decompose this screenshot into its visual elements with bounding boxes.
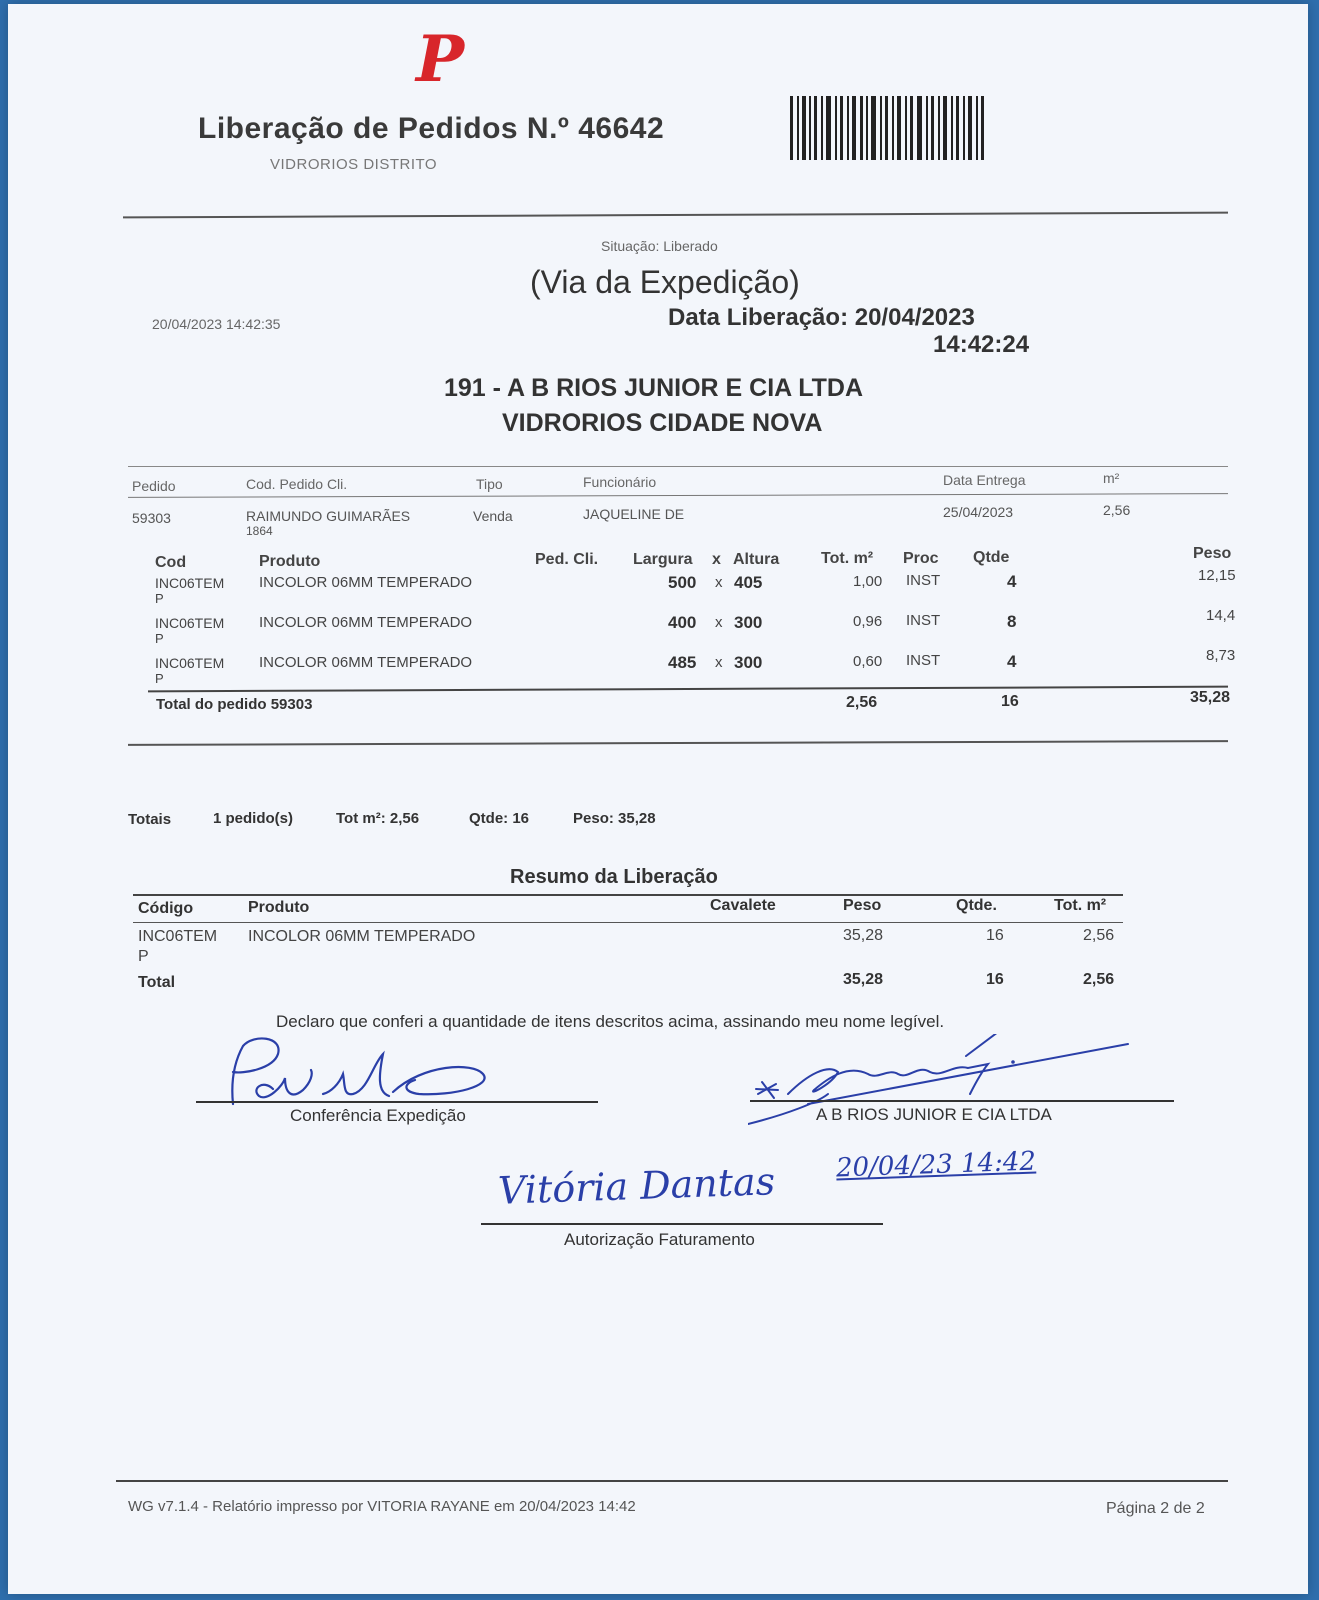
resumo-tot-m2: 2,56 (1083, 927, 1115, 944)
totais-peso: Peso: 35,28 (573, 810, 656, 827)
declaration-text: Declaro que conferi a quantidade de itens descritos acima, assinando meu nome legível. (276, 1012, 945, 1031)
totais-qtde: Qtde: 16 (469, 810, 530, 827)
order-total-qtde: 16 (1001, 693, 1019, 710)
item-produto: INCOLOR 06MM TEMPERADO (259, 614, 473, 631)
order-cliente-num: 1864 (246, 524, 273, 538)
resumo-codigo: INC06TEM (138, 928, 218, 945)
item-proc: INST (906, 612, 941, 629)
document-page (8, 4, 1308, 1594)
items-total-rule (148, 686, 1228, 693)
item-col-qtde: Qtde (973, 549, 1010, 566)
order-tipo: Venda (473, 508, 513, 524)
item-cod-suffix: P (155, 591, 164, 606)
empresa-line (750, 1100, 1174, 1102)
item-x: x (715, 614, 723, 631)
item-qtde: 8 (1007, 612, 1017, 631)
order-bottom-rule (128, 740, 1228, 746)
item-tot-m2: 0,96 (853, 613, 883, 630)
via-label: (Via da Expedição) (530, 264, 800, 300)
resumo-col-tot-m2: Tot. m² (1054, 897, 1107, 914)
item-qtde: 4 (1007, 572, 1017, 591)
barcode (790, 96, 990, 160)
company-name: 191 - A B RIOS JUNIOR E CIA LTDA (444, 374, 864, 402)
item-peso: 14,4 (1206, 607, 1236, 624)
order-data-entrega: 25/04/2023 (943, 504, 1014, 520)
order-header-rule (128, 493, 1228, 498)
col-m2: m² (1103, 470, 1120, 486)
resumo-total-label: Total (138, 974, 176, 991)
item-col-cod: Cod (155, 554, 187, 571)
order-pedido: 59303 (132, 510, 171, 526)
item-produto: INCOLOR 06MM TEMPERADO (259, 574, 473, 591)
order-total-label: Total do pedido 59303 (156, 696, 313, 713)
col-funcionario: Funcionário (583, 474, 657, 490)
item-col-peso: Peso (1193, 545, 1232, 562)
resumo-col-codigo: Código (138, 900, 194, 917)
header-divider (123, 212, 1228, 219)
item-qtde: 4 (1007, 652, 1017, 671)
resumo-codigo-suffix: P (138, 948, 149, 965)
footer-rule (116, 1480, 1228, 1482)
item-col-altura: Altura (733, 551, 780, 568)
item-x: x (715, 654, 723, 671)
resumo-col-peso: Peso (843, 897, 882, 914)
col-pedido: Pedido (132, 478, 176, 494)
resumo-total-peso: 35,28 (843, 971, 884, 988)
resumo-header-rule (133, 922, 1123, 923)
hora-liberacao: 14:42:24 (933, 331, 1030, 358)
company-branch: VIDRORIOS CIDADE NOVA (502, 409, 823, 437)
resumo-col-qtde: Qtde. (956, 897, 997, 914)
col-tipo: Tipo (476, 476, 503, 492)
resumo-col-produto: Produto (248, 899, 310, 916)
order-top-rule (128, 466, 1228, 467)
item-altura: 405 (734, 573, 763, 592)
order-m2: 2,56 (1103, 502, 1131, 518)
item-cod: INC06TEM (155, 615, 225, 631)
totais-label: Totais (128, 811, 172, 828)
resumo-total-m2: 2,56 (1083, 971, 1115, 988)
handwritten-datetime: 20/04/23 14:42 (835, 1146, 1037, 1184)
item-cod-suffix: P (155, 631, 164, 646)
item-largura: 500 (668, 573, 697, 592)
order-total-peso: 35,28 (1190, 689, 1231, 706)
item-col-x: x (712, 551, 721, 568)
item-tot-m2: 0,60 (853, 653, 883, 670)
footer-print-info: WG v7.1.4 - Relatório impresso por VITORIA RAYANE em 20/04/2023 14:42 (128, 1498, 636, 1515)
item-altura: 300 (734, 653, 763, 672)
handwritten-authorizer-name: Vitória Dantas (497, 1159, 776, 1213)
resumo-produto: INCOLOR 06MM TEMPERADO (248, 928, 476, 945)
footer-page-number: Página 2 de 2 (1106, 1500, 1205, 1517)
item-col-ped-cli: Ped. Cli. (535, 551, 599, 568)
item-x: x (715, 574, 723, 591)
resumo-title: Resumo da Liberação (510, 866, 718, 888)
order-total-m2: 2,56 (846, 694, 878, 711)
conferencia-label: Conferência Expedição (290, 1106, 466, 1125)
totais-m2: Tot m²: 2,56 (336, 810, 420, 827)
resumo-total-qtde: 16 (986, 971, 1004, 988)
totais-pedidos: 1 pedido(s) (213, 810, 294, 827)
item-produto: INCOLOR 06MM TEMPERADO (259, 654, 473, 671)
handwritten-p-mark: P (416, 22, 465, 97)
autorizacao-line (481, 1223, 883, 1225)
item-peso: 8,73 (1206, 647, 1236, 664)
resumo-qtde: 16 (986, 927, 1004, 944)
item-tot-m2: 1,00 (853, 573, 883, 590)
item-col-largura: Largura (633, 551, 693, 568)
status-situacao: Situação: Liberado (601, 238, 718, 254)
item-altura: 300 (734, 613, 763, 632)
order-funcionario: JAQUELINE DE (583, 506, 685, 522)
data-liberacao: Data Liberação: 20/04/2023 (668, 304, 975, 331)
item-col-produto: Produto (259, 553, 321, 570)
col-cod-pedido: Cod. Pedido Cli. (246, 476, 348, 492)
col-data-entrega: Data Entrega (943, 472, 1026, 488)
order-cliente: RAIMUNDO GUIMARÃES (246, 508, 411, 524)
item-cod-suffix: P (155, 671, 164, 686)
item-largura: 485 (668, 653, 697, 672)
item-cod: INC06TEM (155, 575, 225, 591)
resumo-peso: 35,28 (843, 927, 884, 944)
autorizacao-label: Autorização Faturamento (564, 1230, 755, 1249)
item-col-tot-m2: Tot. m² (821, 550, 874, 567)
item-proc: INST (906, 652, 941, 669)
empresa-label: A B RIOS JUNIOR E CIA LTDA (816, 1105, 1052, 1124)
resumo-top-rule (133, 894, 1123, 896)
document-title: Liberação de Pedidos N.º 46642 (198, 112, 665, 145)
item-proc: INST (906, 572, 941, 589)
print-timestamp: 20/04/2023 14:42:35 (152, 316, 281, 332)
conferencia-line (196, 1101, 598, 1103)
resumo-col-cavalete: Cavalete (710, 897, 776, 914)
item-peso: 12,15 (1198, 567, 1236, 584)
item-cod: INC06TEM (155, 655, 225, 671)
item-col-proc: Proc (903, 550, 939, 567)
document-subtitle: VIDRORIOS DISTRITO (270, 156, 438, 173)
item-largura: 400 (668, 613, 697, 632)
